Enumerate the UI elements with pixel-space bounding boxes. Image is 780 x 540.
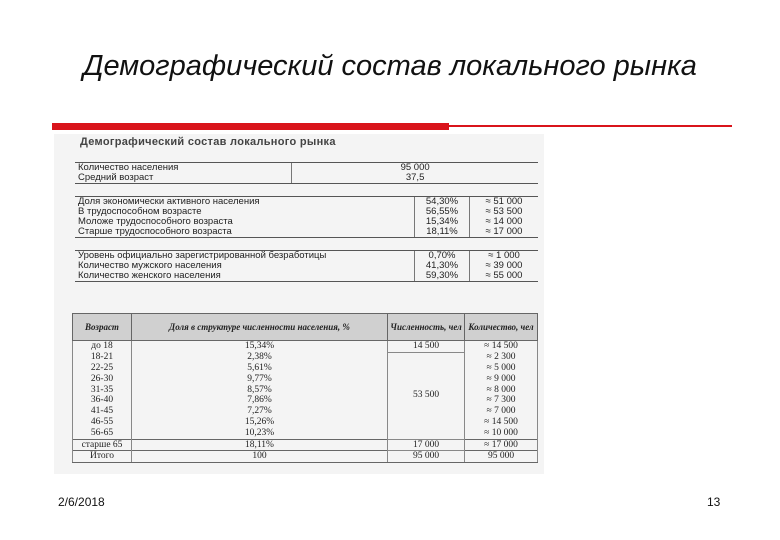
- pct-cell: 41,30%: [415, 261, 470, 271]
- table-row: [75, 173, 538, 184]
- qty-cell: ≈ 5 000: [465, 363, 538, 374]
- qty-cell: ≈ 7 000: [465, 406, 538, 417]
- table-row: [73, 439, 538, 451]
- qty-cell: ≈ 17 000: [465, 439, 538, 451]
- table-row: [73, 352, 538, 363]
- label-cell: Количество мужского населения: [78, 260, 222, 271]
- label-cell: Количество женского населения: [75, 271, 415, 282]
- qty-cell: ≈ 8 000: [465, 385, 538, 396]
- slide-date: 2/6/2018: [58, 495, 105, 509]
- value-cell: 37,5: [292, 173, 538, 184]
- age-cell: 31-35: [73, 385, 132, 396]
- count-cell: 17 000: [388, 439, 465, 451]
- qty-cell: ≈ 9 000: [465, 374, 538, 385]
- label-cell: Уровень официально зарегистрированной безработицы: [75, 251, 415, 262]
- count-cell: ≈ 51 000: [470, 197, 539, 208]
- count-cell: 14 500: [388, 341, 465, 353]
- table-row: [75, 227, 538, 238]
- count-cell: ≈ 1 000: [470, 251, 539, 262]
- qty-cell: ≈ 14 500: [465, 417, 538, 428]
- header-share: Доля в структуре численности населения, %: [132, 314, 388, 341]
- count-cell: ≈ 17 000: [470, 227, 539, 238]
- qty-cell: ≈ 2 300: [465, 352, 538, 363]
- workforce-table: [75, 196, 538, 238]
- label-cell: Средний возраст: [75, 173, 292, 184]
- summary-table: [75, 162, 538, 184]
- share-cell: 7,27%: [132, 406, 388, 417]
- age-cell: 18-21: [73, 352, 132, 363]
- count-cell: ≈ 14 000: [470, 217, 539, 227]
- share-cell: 15,34%: [132, 341, 388, 353]
- slide-title: Демографический состав локального рынка: [83, 50, 697, 82]
- table-row: [75, 271, 538, 282]
- count-cell: ≈ 55 000: [470, 271, 539, 282]
- qty-cell: ≈ 14 500: [465, 341, 538, 353]
- label-cell: Моложе трудоспособного возраста: [78, 216, 233, 227]
- count-cell: ≈ 39 000: [470, 261, 539, 271]
- label-cell: Старше трудоспособного возраста: [75, 227, 415, 238]
- age-cell: 36-40: [73, 395, 132, 406]
- share-cell: 9,77%: [132, 374, 388, 385]
- qty-cell: 95 000: [465, 451, 538, 463]
- share-cell: 2,38%: [132, 352, 388, 363]
- age-cell: 26-30: [73, 374, 132, 385]
- share-cell: 5,61%: [132, 363, 388, 374]
- share-cell: 18,11%: [132, 439, 388, 451]
- pct-cell: 0,70%: [415, 251, 470, 262]
- total-row: [73, 451, 538, 463]
- pct-cell: 15,34%: [415, 217, 470, 227]
- label-cell: Доля экономически активного населения: [75, 197, 415, 208]
- count-cell: ≈ 53 500: [470, 207, 539, 217]
- age-cell: до 18: [73, 341, 132, 353]
- header-age: Возраст: [73, 314, 132, 341]
- pct-cell: 56,55%: [415, 207, 470, 217]
- value-cell: 95 000: [292, 163, 538, 174]
- table-row: [73, 428, 538, 439]
- age-cell: старше 65: [73, 439, 132, 451]
- age-structure-table: [72, 313, 538, 463]
- group-count-cell: 53 500: [388, 352, 465, 439]
- share-cell: 8,57%: [132, 385, 388, 396]
- other-stats-table: [75, 250, 538, 282]
- age-cell: 41-45: [73, 406, 132, 417]
- age-cell: 56-65: [73, 428, 132, 439]
- qty-cell: ≈ 10 000: [465, 428, 538, 439]
- header-qty: Количество, чел: [465, 314, 538, 341]
- header-count: Численность, чел: [388, 314, 465, 341]
- label-cell: Количество населения: [75, 163, 292, 174]
- title-underline-line: [449, 125, 732, 127]
- count-cell: 95 000: [388, 451, 465, 463]
- pct-cell: 18,11%: [415, 227, 470, 238]
- title-underline-accent: [52, 123, 449, 130]
- share-cell: 100: [132, 451, 388, 463]
- label-cell: В трудоспособном возрасте: [78, 206, 202, 217]
- qty-cell: ≈ 7 300: [465, 395, 538, 406]
- age-cell: 22-25: [73, 363, 132, 374]
- table-row: [73, 363, 538, 374]
- share-cell: 10,23%: [132, 428, 388, 439]
- table-row: [73, 374, 538, 385]
- table-header-row: [73, 314, 538, 341]
- table-row: [73, 406, 538, 417]
- table-row: [73, 417, 538, 428]
- table-row: [73, 341, 538, 353]
- pct-cell: 54,30%: [415, 197, 470, 208]
- page-number: 13: [707, 495, 721, 509]
- table-row: [73, 395, 538, 406]
- share-cell: 7,86%: [132, 395, 388, 406]
- document-title: Демографический состав локального рынка: [80, 136, 336, 148]
- pct-cell: 59,30%: [415, 271, 470, 282]
- table-row: [73, 385, 538, 396]
- age-cell: 46-55: [73, 417, 132, 428]
- age-cell: Итого: [73, 451, 132, 463]
- share-cell: 15,26%: [132, 417, 388, 428]
